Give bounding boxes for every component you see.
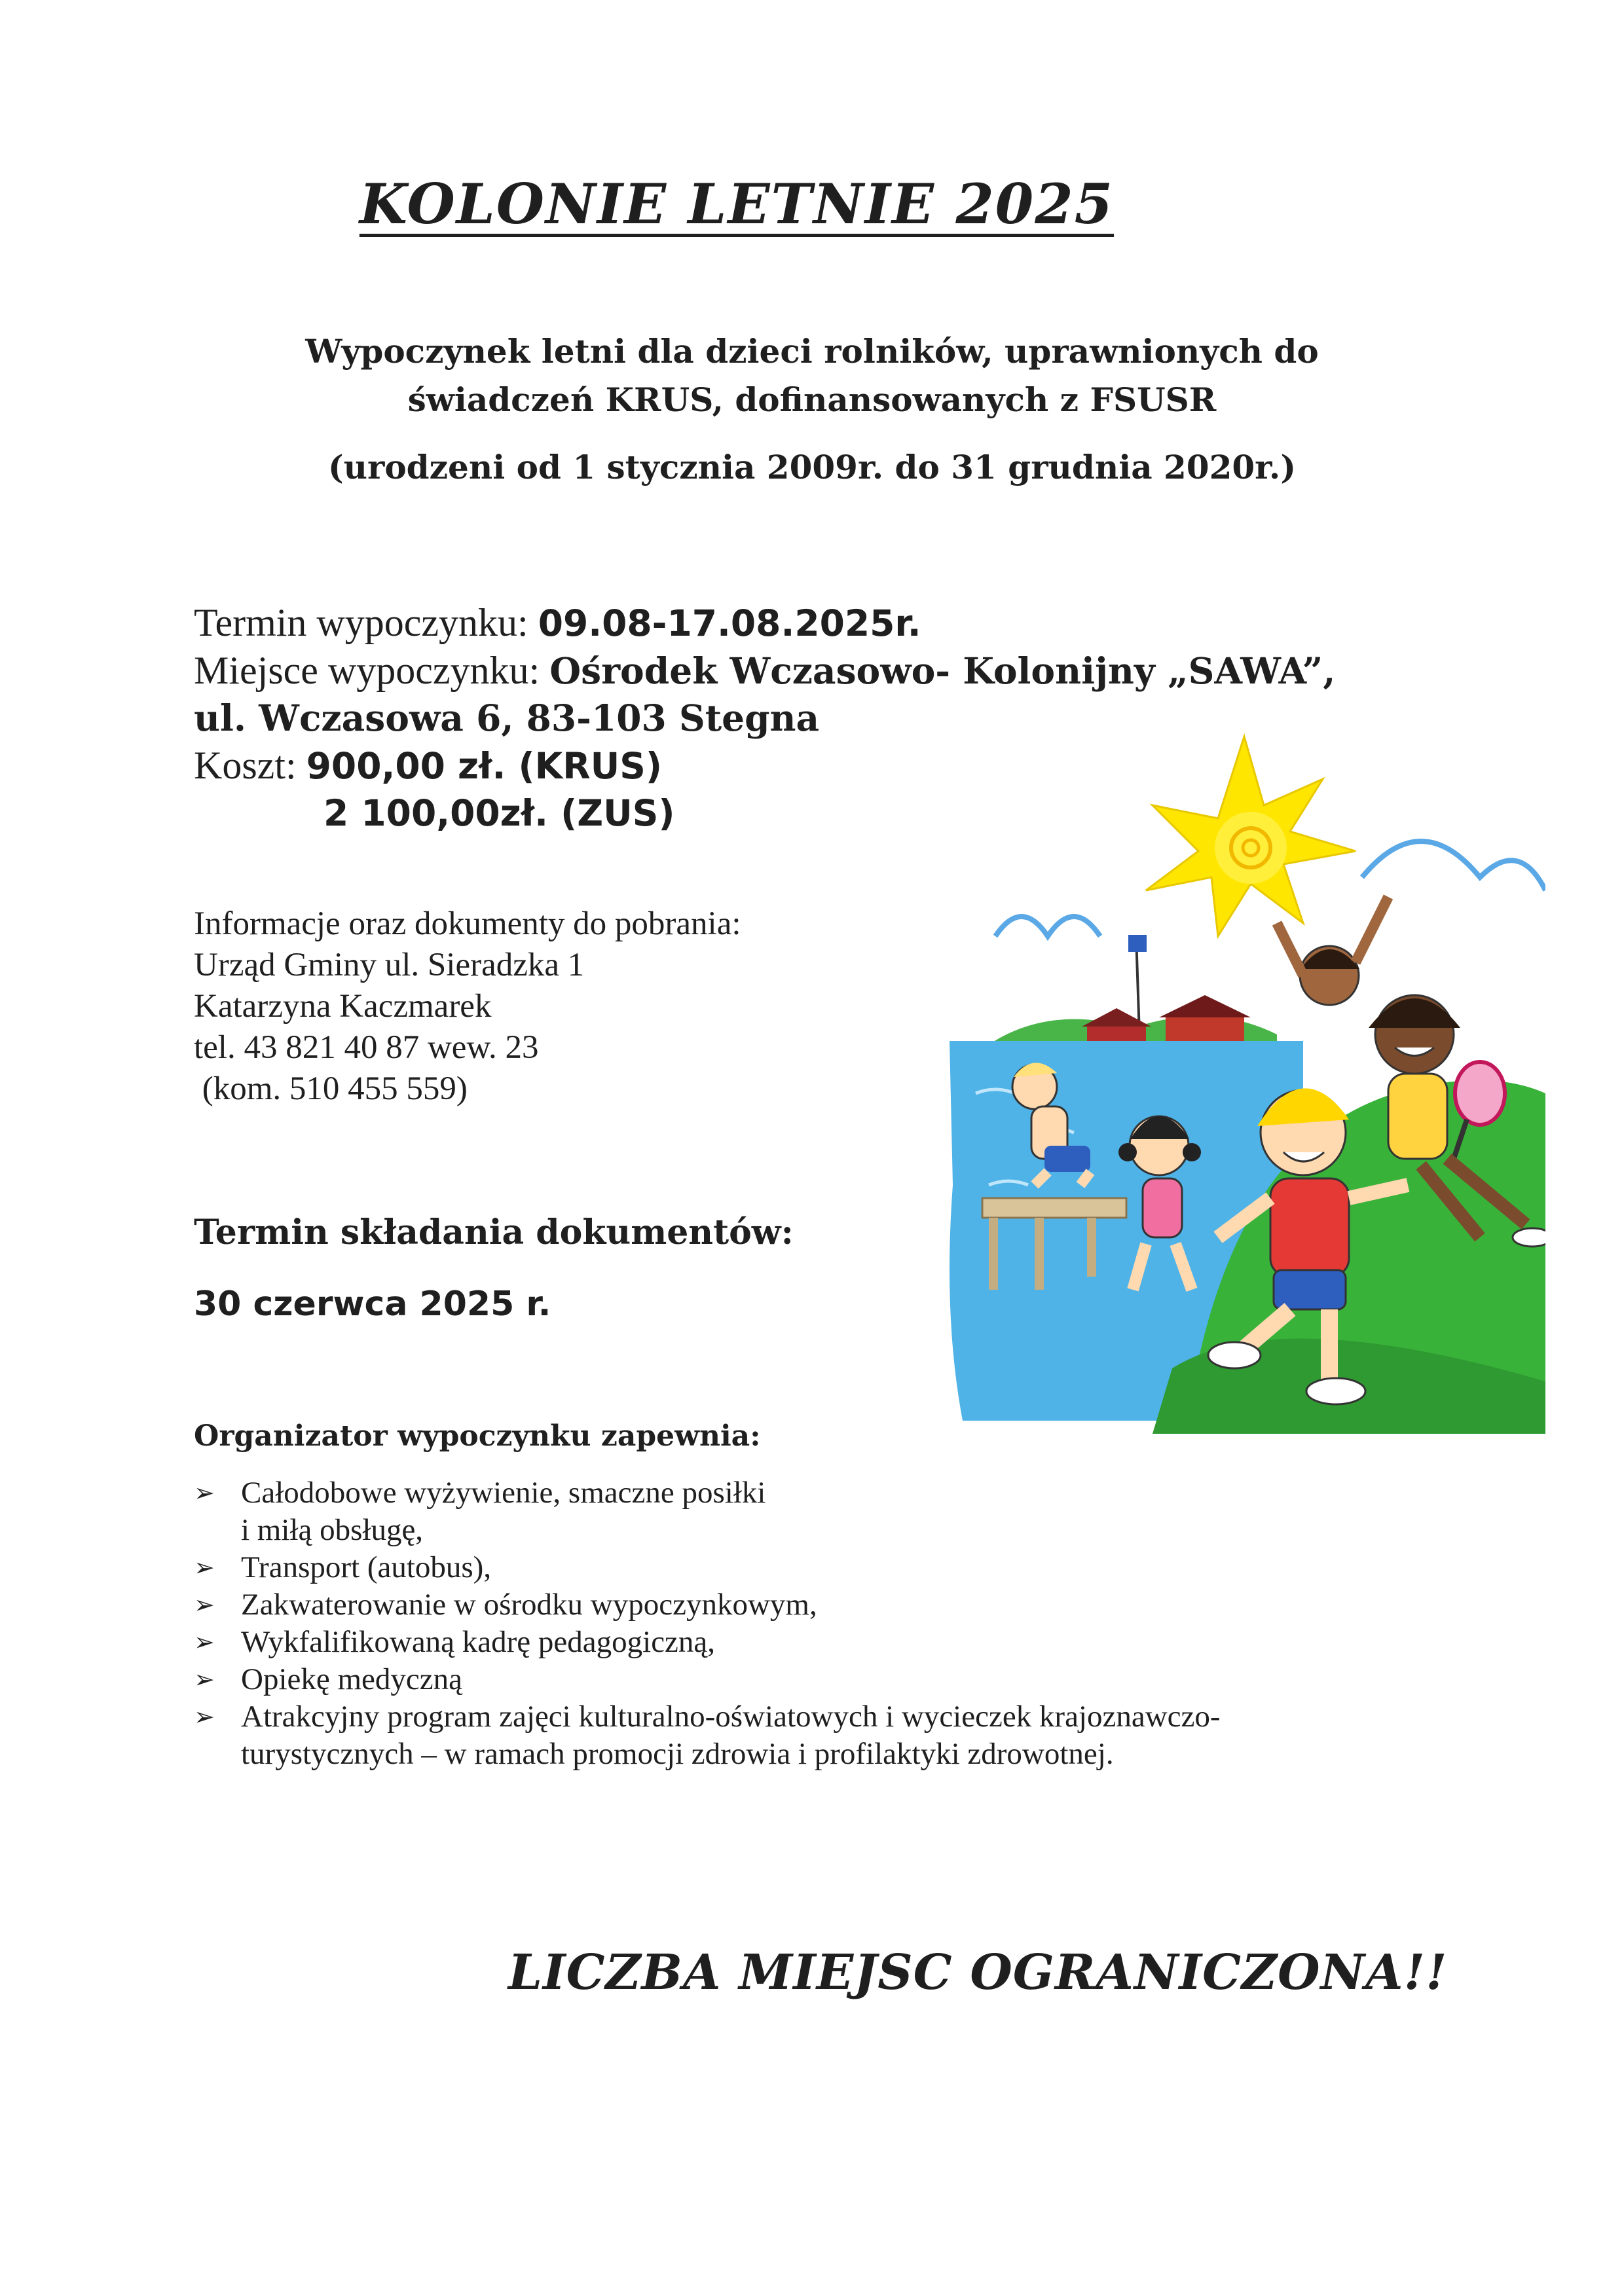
arrow-bullet-icon: ➢ xyxy=(194,1628,215,1656)
cost-label: Koszt: xyxy=(194,744,306,787)
cost-krus: 900,00 zł. (KRUS) xyxy=(306,745,663,787)
list-item: ➢ Zakwaterowanie w ośrodku wypoczynkowym, xyxy=(194,1586,1438,1624)
deadline-value: 30 czerwca 2025 r. xyxy=(194,1285,551,1324)
info-line-3: Katarzyna Kaczmarek xyxy=(194,988,492,1025)
subtitle xyxy=(196,327,1428,424)
deadline-label: Termin składania dokumentów: xyxy=(194,1212,794,1252)
subtitle-line-1: Wypoczynek letni dla dzieci rolników, uprawnionych do xyxy=(305,332,1319,371)
cost-zus: 2 100,00zł. (ZUS) xyxy=(323,792,675,834)
sky-arc-shape xyxy=(1362,841,1545,890)
place-label: Miejsce wypoczynku: xyxy=(194,649,550,692)
place-value: Ośrodek Wczasowo- Kolonijny „SAWA”, xyxy=(549,649,1336,692)
birth-range: (urodzeni od 1 stycznia 2009r. do 31 grudnia 2020r.) xyxy=(327,448,1296,486)
arrow-bullet-icon: ➢ xyxy=(194,1702,215,1731)
page-title: KOLONIE LETNIE 2025 xyxy=(359,172,1115,236)
info-line-5: (kom. 510 455 559) xyxy=(194,1070,468,1107)
list-item: ➢ Opiekę medyczną xyxy=(194,1661,1438,1698)
info-line-1: Informacje oraz dokumenty do pobrania: xyxy=(194,905,741,942)
term-value: 09.08-17.08.2025r. xyxy=(538,602,921,644)
list-item: ➢ Transport (autobus), xyxy=(194,1549,1438,1586)
list-item: ➢ Całodobowe wyżywienie, smaczne posiłki i miłą obsługę, xyxy=(194,1476,766,1547)
arrow-bullet-icon: ➢ xyxy=(194,1665,215,1694)
arrow-bullet-icon: ➢ xyxy=(194,1478,215,1507)
subtitle-line-2: świadczeń KRUS, dofinansowanych z FSUSR xyxy=(407,380,1217,419)
children-playing-by-lake-illustration xyxy=(936,727,1545,1434)
organizer-heading: Organizator wypoczynku zapewnia: xyxy=(194,1419,761,1453)
arrow-bullet-icon: ➢ xyxy=(194,1553,215,1582)
info-line-2: Urząd Gminy ul. Sieradzka 1 xyxy=(194,947,585,983)
limited-places-notice: LICZBA MIEJSC OGRANICZONA!! xyxy=(508,1944,1448,2001)
term-row xyxy=(194,599,1335,647)
list-item: ➢ Atrakcyjny program zajęci kulturalno-oświatowych i wycieczek krajoznawczo- turystycznych – w ramach promocji zdrowia i profilaktyki zdrowotnej. xyxy=(194,1700,1221,1771)
contact-info xyxy=(194,903,741,1110)
address-value: ul. Wczasowa 6, 83-103 Stegna xyxy=(194,697,820,739)
arrow-bullet-icon: ➢ xyxy=(194,1590,215,1619)
sky-arc-shape xyxy=(995,917,1100,936)
info-line-4: tel. 43 821 40 87 wew. 23 xyxy=(194,1029,539,1066)
term-label: Termin wypoczynku: xyxy=(194,601,538,644)
flag-icon xyxy=(1128,935,1147,952)
sun-icon xyxy=(1146,737,1356,936)
organizer-list xyxy=(194,1474,1438,1773)
place-row xyxy=(194,647,1335,695)
list-item: ➢ Wykfalifikowaną kadrę pedagogiczną, xyxy=(194,1624,1438,1661)
